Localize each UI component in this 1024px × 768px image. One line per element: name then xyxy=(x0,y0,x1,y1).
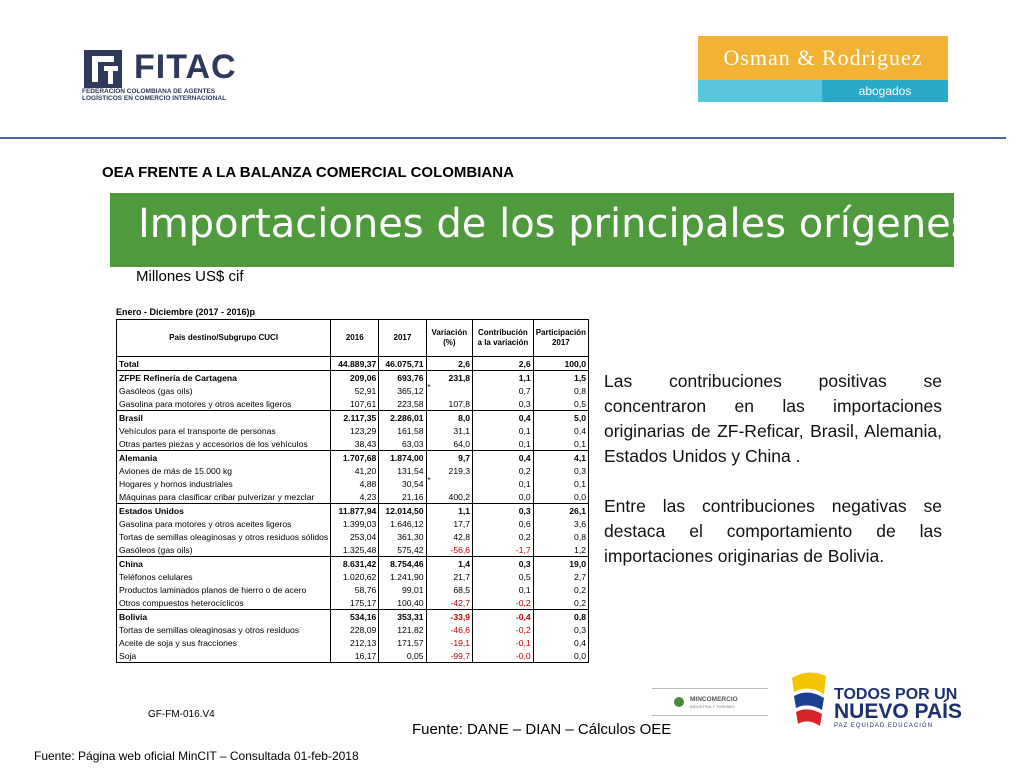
imports-table xyxy=(116,319,589,663)
cell-contribution: 0,1 xyxy=(473,424,534,437)
cell-2017: 0,05 xyxy=(379,649,426,663)
slide-heading: OEA FRENTE A LA BALANZA COMERCIAL COLOMBIANA xyxy=(102,164,514,181)
cell-contribution: 1,1 xyxy=(473,371,534,385)
table-row xyxy=(117,570,589,583)
cell-participation: 0,0 xyxy=(533,490,588,504)
cell-participation: 0,2 xyxy=(533,583,588,596)
cell-label: Otros compuestos heterocíclicos xyxy=(117,596,331,610)
cell-2016: 1.399,03 xyxy=(331,517,379,530)
cell-2016: 2.117,35 xyxy=(331,411,379,425)
cell-contribution: 0,1 xyxy=(473,583,534,596)
cell-participation: 0,3 xyxy=(533,623,588,636)
cell-variation: 219,3 xyxy=(426,464,473,477)
cell-2016: 44.889,37 xyxy=(331,357,379,371)
cell-participation: 0,5 xyxy=(533,397,588,411)
column-header: País destino/Subgrupo CUCI xyxy=(117,320,331,357)
period-label: Enero - Diciembre (2017 - 2016)p xyxy=(116,307,256,317)
cell-variation: -33,9 xyxy=(426,610,473,624)
cell-2017: 46.075,71 xyxy=(379,357,426,371)
cell-variation: -42,7 xyxy=(426,596,473,610)
table-row xyxy=(117,543,589,557)
cell-label: Soja xyxy=(117,649,331,663)
mincomercio-name: MINCOMERCIO xyxy=(690,696,738,703)
cell-contribution: 0,3 xyxy=(473,397,534,411)
cell-2016: 1.325,48 xyxy=(331,543,379,557)
cell-participation: 0,8 xyxy=(533,530,588,543)
mincomercio-logo xyxy=(652,688,768,716)
cell-2017: 12.014,50 xyxy=(379,504,426,518)
cell-2017: 2.286,01 xyxy=(379,411,426,425)
column-header: 2017 xyxy=(379,320,426,357)
cell-participation: 0,1 xyxy=(533,437,588,451)
cell-2017: 171,57 xyxy=(379,636,426,649)
cell-variation: 31,1 xyxy=(426,424,473,437)
cell-label: Otras partes piezas y accesorios de los vehículos xyxy=(117,437,331,451)
cell-label: Gasóleos (gas oils) xyxy=(117,543,331,557)
cell-2016: 123,29 xyxy=(331,424,379,437)
cell-contribution: -0,0 xyxy=(473,649,534,663)
cell-2017: 361,30 xyxy=(379,530,426,543)
table-header-row xyxy=(117,320,589,357)
colombia-flag-swoosh-icon xyxy=(786,670,832,728)
cell-2016: 4,23 xyxy=(331,490,379,504)
cell-2016: 16,17 xyxy=(331,649,379,663)
cell-variation: 64,0 xyxy=(426,437,473,451)
osman-rodriguez-band xyxy=(698,80,948,102)
column-header: 2016 xyxy=(331,320,379,357)
cell-2016: 1.020,62 xyxy=(331,570,379,583)
cell-participation: 1,5 xyxy=(533,371,588,385)
cell-contribution: -1,7 xyxy=(473,543,534,557)
table-row xyxy=(117,636,589,649)
table-source: Fuente: DANE – DIAN – Cálculos OEE xyxy=(412,721,672,738)
cell-2016: 534,16 xyxy=(331,610,379,624)
commentary-positive: Las contribuciones positivas se concentraron en las importaciones originarias de ZF-Reficar, Brasil, Alemania, Estados Unidos y China . xyxy=(604,371,942,466)
table-group-row xyxy=(117,357,589,371)
cell-variation: 400,2 xyxy=(426,490,473,504)
title-bar xyxy=(110,193,972,267)
table-group-row xyxy=(117,451,589,465)
footnote-mark: * xyxy=(427,476,431,485)
table-row xyxy=(117,490,589,504)
cell-contribution: 0,3 xyxy=(473,504,534,518)
fitac-logo-mark-icon xyxy=(80,46,128,92)
cell-2017: 63,03 xyxy=(379,437,426,451)
cell-participation: 0,3 xyxy=(533,464,588,477)
cell-contribution: 0,3 xyxy=(473,557,534,571)
table-row xyxy=(117,623,589,636)
cell-participation: 0,4 xyxy=(533,636,588,649)
cell-2017: 100,40 xyxy=(379,596,426,610)
cell-participation: 1,2 xyxy=(533,543,588,557)
cell-variation: 68,5 xyxy=(426,583,473,596)
commentary-negative: Entre las contribuciones negativas se destaca el comportamiento de las importaciones originarias de Bolivia. xyxy=(604,496,942,566)
header-divider xyxy=(0,137,1006,139)
fitac-subtitle: FEDERACIÓN COLOMBIANA DE AGENTES LOGÍSTICOS EN COMERCIO INTERNACIONAL xyxy=(82,88,227,102)
fitac-logo xyxy=(80,38,250,108)
cell-participation: 3,6 xyxy=(533,517,588,530)
cell-2017: 99,01 xyxy=(379,583,426,596)
cell-variation: 17,7 xyxy=(426,517,473,530)
cell-label: Alemania xyxy=(117,451,331,465)
cell-contribution: 0,1 xyxy=(473,477,534,490)
cell-contribution: -0,1 xyxy=(473,636,534,649)
table-group-row xyxy=(117,371,589,385)
cell-2017: 223,58 xyxy=(379,397,426,411)
mincomercio-bottom-rule xyxy=(652,715,768,716)
coat-of-arms-icon xyxy=(674,697,684,707)
cell-participation: 2,7 xyxy=(533,570,588,583)
cell-2016: 1.707,68 xyxy=(331,451,379,465)
table-row xyxy=(117,397,589,411)
cell-label: China xyxy=(117,557,331,571)
cell-contribution: -0,2 xyxy=(473,623,534,636)
cell-label: Vehículos para el transporte de personas xyxy=(117,424,331,437)
cell-2017: 30,54 * xyxy=(379,477,426,490)
cell-2017: 693,76 xyxy=(379,371,426,385)
cell-label: Gasóleos (gas oils) xyxy=(117,384,331,397)
cell-participation: 19,0 xyxy=(533,557,588,571)
cell-2016: 8.631,42 xyxy=(331,557,379,571)
cell-2016: 58,76 xyxy=(331,583,379,596)
cell-participation: 4,1 xyxy=(533,451,588,465)
pais-slogan-line2: NUEVO PAÍS xyxy=(834,700,962,723)
cell-label: Aviones de más de 15.000 kg xyxy=(117,464,331,477)
cell-variation: 2,6 xyxy=(426,357,473,371)
pais-slogan-line1: TODOS POR UN xyxy=(834,686,958,703)
slide-footer: Fuente: Página web oficial MinCIT – Consultada 01-feb-2018 xyxy=(34,749,359,763)
osman-rodriguez-logo xyxy=(698,36,948,102)
cell-2016: 38,43 xyxy=(331,437,379,451)
mincomercio-subtitle: INDUSTRIA Y TURISMO xyxy=(690,704,735,709)
cell-variation: 1,1 xyxy=(426,504,473,518)
table-row xyxy=(117,424,589,437)
table-row xyxy=(117,384,589,397)
cell-participation: 0,4 xyxy=(533,424,588,437)
cell-contribution: -0,4 xyxy=(473,610,534,624)
document-code: GF-FM-016.V4 xyxy=(148,709,215,720)
cell-participation: 0,2 xyxy=(533,596,588,610)
table-group-row xyxy=(117,411,589,425)
cell-contribution: 0,4 xyxy=(473,451,534,465)
cell-label: Estados Unidos xyxy=(117,504,331,518)
cell-participation: 0,0 xyxy=(533,649,588,663)
todos-por-un-nuevo-pais-logo xyxy=(786,670,962,732)
cell-label: Gasolina para motores y otros aceites ligeros xyxy=(117,397,331,411)
cell-participation: 0,8 xyxy=(533,384,588,397)
cell-contribution: 0,7 xyxy=(473,384,534,397)
cell-2016: 107,61 xyxy=(331,397,379,411)
cell-variation xyxy=(426,477,473,490)
table-group-row xyxy=(117,504,589,518)
cell-2016: 52,91 xyxy=(331,384,379,397)
table-row xyxy=(117,464,589,477)
cell-2017: 1.646,12 xyxy=(379,517,426,530)
cell-contribution: 0,1 xyxy=(473,437,534,451)
cell-variation: -19,1 xyxy=(426,636,473,649)
cell-label: Productos laminados planos de hierro o de acero xyxy=(117,583,331,596)
cell-contribution: 0,6 xyxy=(473,517,534,530)
cell-label: Tortas de semillas oleaginosas y otros residuos xyxy=(117,623,331,636)
cell-variation: 8,0 xyxy=(426,411,473,425)
cell-2016: 212,13 xyxy=(331,636,379,649)
cell-2016: 228,09 xyxy=(331,623,379,636)
osman-rodriguez-subtitle: abogados xyxy=(822,80,948,102)
osman-rodriguez-name: Osman & Rodriguez xyxy=(698,36,948,80)
cell-2017: 1.241,90 xyxy=(379,570,426,583)
table-body xyxy=(117,357,589,663)
cell-label: Aceite de soja y sus fracciones xyxy=(117,636,331,649)
cell-variation: -56,6 xyxy=(426,543,473,557)
cell-label: Gasolina para motores y otros aceites ligeros xyxy=(117,517,331,530)
table-row xyxy=(117,437,589,451)
osman-band-left xyxy=(698,80,822,102)
cell-2017: 353,31 xyxy=(379,610,426,624)
slide-title: Importaciones de los principales orígenes xyxy=(138,201,972,247)
cell-contribution: 2,6 xyxy=(473,357,534,371)
units-label: Millones US$ cif xyxy=(136,268,244,285)
cell-contribution: -0,2 xyxy=(473,596,534,610)
column-header: Variación (%) xyxy=(426,320,473,357)
cell-2017: 575,42 xyxy=(379,543,426,557)
cell-participation: 100,0 xyxy=(533,357,588,371)
cell-variation xyxy=(426,384,473,397)
cell-label: Máquinas para clasificar cribar pulverizar y mezclar xyxy=(117,490,331,504)
cell-2017: 131,54 xyxy=(379,464,426,477)
footnote-mark: * xyxy=(427,383,431,392)
table-row xyxy=(117,530,589,543)
cell-label: Brasil xyxy=(117,411,331,425)
cell-participation: 0,1 xyxy=(533,477,588,490)
cell-contribution: 0,4 xyxy=(473,411,534,425)
pais-slogan-line3: PAZ EQUIDAD EDUCACIÓN xyxy=(834,723,933,729)
cell-variation: 9,7 xyxy=(426,451,473,465)
cell-variation: 42,8 xyxy=(426,530,473,543)
cell-label: Hogares y hornos industriales xyxy=(117,477,331,490)
cell-variation: -46,6 xyxy=(426,623,473,636)
cell-label: ZFPE Refinería de Cartagena xyxy=(117,371,331,385)
table-row xyxy=(117,583,589,596)
table-group-row xyxy=(117,610,589,624)
cell-2016: 11.877,94 xyxy=(331,504,379,518)
cell-2016: 175,17 xyxy=(331,596,379,610)
cell-2017: 8.754,46 xyxy=(379,557,426,571)
cell-label: Bolivia xyxy=(117,610,331,624)
cell-variation: -99,7 xyxy=(426,649,473,663)
cell-2017: 1.874,00 xyxy=(379,451,426,465)
cell-participation: 5,0 xyxy=(533,411,588,425)
cell-2016: 4,88 xyxy=(331,477,379,490)
cell-variation: 21,7 xyxy=(426,570,473,583)
column-header: Participación 2017 xyxy=(533,320,588,357)
mincomercio-top-rule xyxy=(652,688,768,689)
cell-contribution: 0,2 xyxy=(473,530,534,543)
cell-participation: 0,8 xyxy=(533,610,588,624)
cell-2017: 365,12 * xyxy=(379,384,426,397)
cell-label: Teléfonos celulares xyxy=(117,570,331,583)
table-row xyxy=(117,649,589,663)
cell-2017: 21,16 xyxy=(379,490,426,504)
cell-participation: 26,1 xyxy=(533,504,588,518)
cell-contribution: 0,0 xyxy=(473,490,534,504)
cell-variation: 1,4 xyxy=(426,557,473,571)
table-row xyxy=(117,596,589,610)
cell-2016: 41,20 xyxy=(331,464,379,477)
column-header: Contribución a la variación xyxy=(473,320,534,357)
table-row xyxy=(117,517,589,530)
cell-variation: 231,8 xyxy=(426,371,473,385)
cell-2016: 209,06 xyxy=(331,371,379,385)
cell-2017: 121,82 xyxy=(379,623,426,636)
cell-variation: 107,8 xyxy=(426,397,473,411)
cell-2017: 161,58 xyxy=(379,424,426,437)
table-row xyxy=(117,477,589,490)
cell-label: Tortas de semillas oleaginosas y otros residuos sólidos xyxy=(117,530,331,543)
table-group-row xyxy=(117,557,589,571)
cell-2016: 253,04 xyxy=(331,530,379,543)
cell-contribution: 0,5 xyxy=(473,570,534,583)
fitac-wordmark: FITAC xyxy=(134,48,237,86)
cell-label: Total xyxy=(117,357,331,371)
cell-contribution: 0,2 xyxy=(473,464,534,477)
